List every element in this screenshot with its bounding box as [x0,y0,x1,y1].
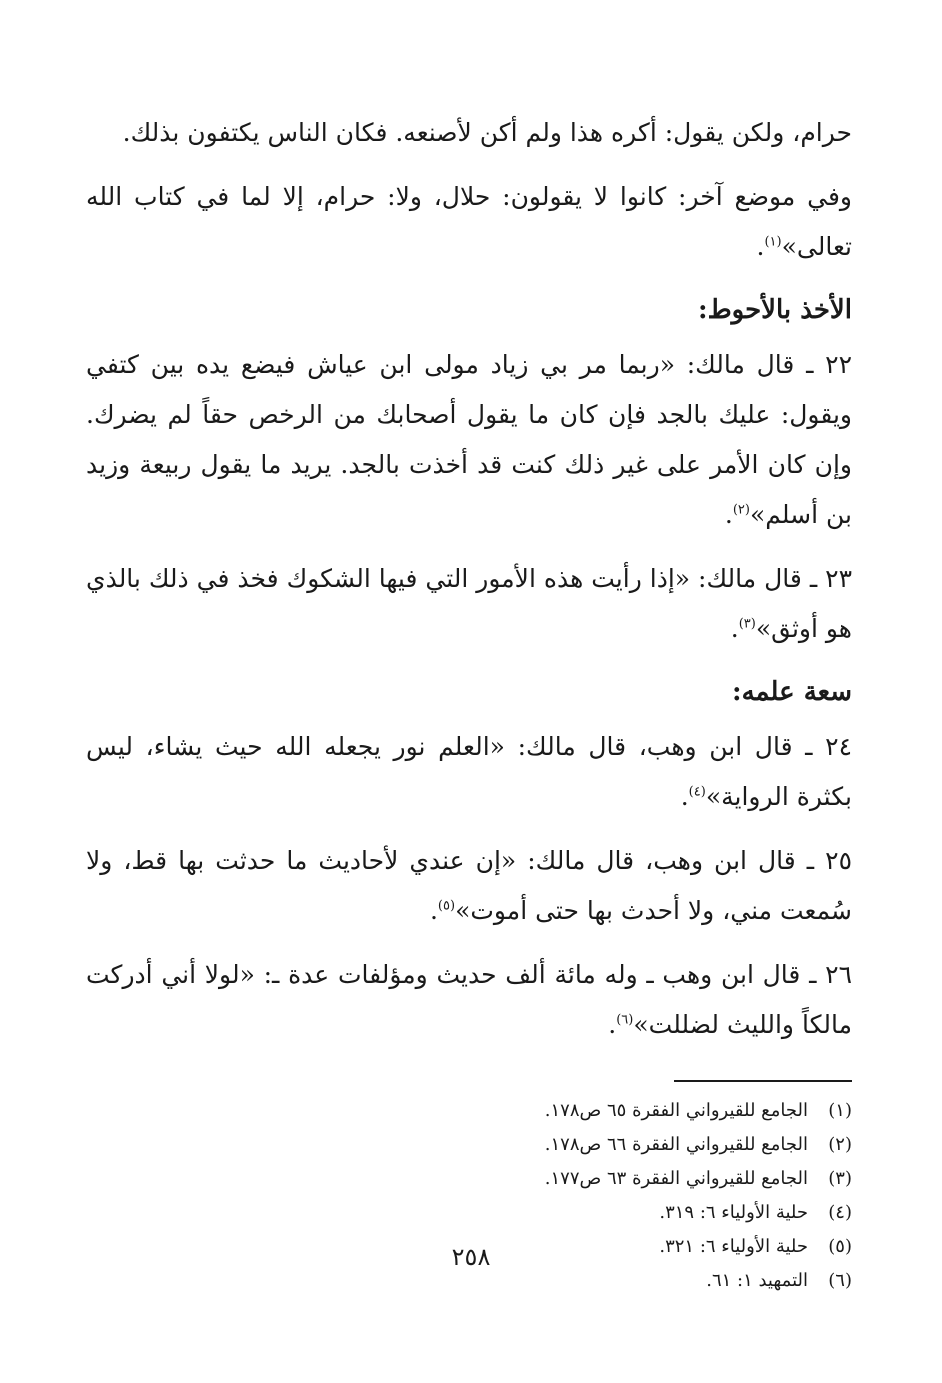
paragraph-text: ٢٢ ـ قال مالك: «ربما مر بي زياد مولى ابن عياش فيضع يده بين كتفي ويقول: عليك بالجد فإن كان ما يقول أصحابك من الرخص حقاً لم يضرك. وإن كان الأمر على غير ذلك كنت قد أخذت بالجد. يريد ما يقول ربيعة وزيد بن أسلم» [86,350,852,529]
section-heading-precaution: الأخذ بالأحوط: [698,295,852,325]
page-body [86,108,852,1348]
footnote-divider [674,1080,852,1082]
footnote [86,1162,852,1196]
paragraph-tail: . [429,896,438,925]
footnote-text: الجامع للقيرواني الفقرة ٦٦ ص١٧٨. [544,1134,808,1155]
page-number: ٢٥٨ [451,1243,491,1271]
paragraph-continuation [86,108,852,158]
footnote-text: التمهيد ١: ٦١. [706,1270,808,1291]
paragraph-tail: . [724,500,733,529]
paragraph-tail: . [608,1010,617,1039]
footnote [86,1094,852,1128]
paragraph-text: وفي موضع آخر: كانوا لا يقولون: حلال، ولا: حرام، إلا لما في كتاب الله تعالى» [86,182,852,261]
footnote-number: (٦) [828,1270,852,1291]
paragraph-tail: . [680,782,689,811]
paragraph-text: ٢٣ ـ قال مالك: «إذا رأيت هذه الأمور التي فيها الشكوك فخذ في ذلك بالذي هو أوثق» [86,564,852,643]
footnote-text: الجامع للقيرواني الفقرة ٦٣ ص١٧٧. [544,1168,808,1189]
footnote-ref: (٢) [732,502,750,518]
paragraph-text: ٢٦ ـ قال ابن وهب ـ وله مائة ألف حديث ومؤلفات عدة ـ: «لولا أني أدركت مالكاً والليث لضللت» [86,960,852,1039]
section-heading-knowledge: سعة علمه: [731,677,852,707]
paragraph-text: ٢٤ ـ قال ابن وهب، قال مالك: «العلم نور يجعله الله حيث يشاء، ليس بكثرة الرواية» [86,732,852,811]
footnote-number: (٤) [828,1202,852,1223]
paragraph-item-22 [86,340,852,540]
paragraph-tail: . [730,614,739,643]
paragraph-text: ٢٥ ـ قال ابن وهب، قال مالك: «إن عندي لأحاديث ما حدثت بها قط، ولا سُمعت مني، ولا أحدث بها حتى أموت» [86,846,852,925]
footnote-ref: (٣) [738,616,756,632]
footnote-text: حلية الأولياء ٦: ٣٢١. [659,1236,808,1257]
paragraph-text: حرام، ولكن يقول: أكره هذا ولم أكن لأصنعه. فكان الناس يكتفون بذلك. [122,118,852,147]
footnote-number: (٢) [828,1134,852,1155]
footnote-ref: (١) [764,234,782,250]
footnote-text: الجامع للقيرواني الفقرة ٦٥ ص١٧٨. [544,1100,808,1121]
footnote-text: حلية الأولياء ٦: ٣١٩. [659,1202,808,1223]
paragraph-item-26 [86,950,852,1050]
footnote-number: (١) [828,1100,852,1121]
paragraph-other-place [86,172,852,272]
footnote-number: (٥) [828,1236,852,1257]
paragraph-tail: . [756,232,765,261]
footnote-number: (٣) [828,1168,852,1189]
footnote-ref: (٤) [688,784,706,800]
paragraph-item-25 [86,836,852,936]
paragraph-item-24 [86,722,852,822]
paragraph-item-23 [86,554,852,654]
footnote [86,1196,852,1230]
footnote [86,1128,852,1162]
footnote-ref: (٥) [437,898,456,914]
footnote-ref: (٦) [616,1012,634,1028]
